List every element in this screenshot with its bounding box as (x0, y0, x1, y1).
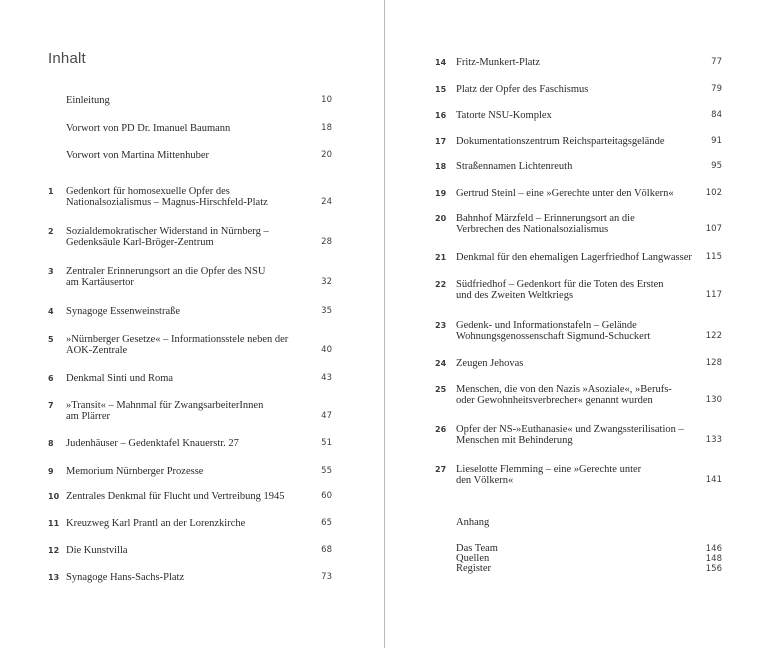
toc-page-number: 102 (705, 188, 722, 198)
toc-page-number: 130 (705, 395, 722, 405)
toc-page-number: 65 (321, 518, 332, 528)
toc-entry-title-line: Lieselotte Flemming – eine »Gerechte unter (456, 464, 642, 475)
toc-chapter-number: 10 (48, 492, 60, 501)
toc-page-number: 51 (321, 438, 332, 448)
toc-page-number: 133 (705, 435, 722, 445)
appendix-item-title: Register (456, 563, 491, 574)
toc-chapter-number: 15 (435, 85, 447, 94)
toc-entry-title-line: Tatorte NSU-Komplex (456, 110, 552, 121)
toc-page-number: 115 (705, 252, 722, 262)
toc-entry-title-line: AOK-Zentrale (66, 345, 128, 356)
toc-page-number: 91 (711, 136, 722, 146)
toc-entry-title: Vorwort von PD Dr. Imanuel Baumann (66, 123, 231, 134)
appendix-page-number: 156 (705, 564, 722, 574)
toc-entry-title-line: Fritz-Munkert-Platz (456, 57, 540, 68)
toc-chapter-number: 26 (435, 425, 447, 434)
toc-page-number: 43 (321, 373, 332, 383)
toc-page-number: 95 (711, 161, 722, 171)
toc-page-number: 60 (321, 491, 332, 501)
appendix-item-title: Quellen (456, 553, 490, 564)
toc-page-number: 77 (711, 57, 722, 67)
toc-entry-title-line: Gedenkort für homosexuelle Opfer des (66, 186, 230, 197)
toc-chapter-number: 13 (48, 573, 60, 582)
toc-entry-title-line: Straßennamen Lichtenreuth (456, 161, 573, 172)
toc-page-number: 18 (321, 123, 332, 133)
toc-chapter-number: 20 (435, 214, 447, 223)
toc-chapter-number: 19 (435, 189, 447, 198)
toc-page-number: 73 (321, 572, 332, 582)
toc-chapter-number: 8 (48, 439, 54, 448)
toc-chapter-number: 2 (48, 227, 54, 236)
toc-page-number: 141 (705, 475, 722, 485)
book-spine (384, 0, 385, 648)
toc-page-number: 128 (705, 358, 722, 368)
toc-entry-title-line: den Völkern« (456, 475, 514, 486)
toc-entry-title-line: Zentrales Denkmal für Flucht und Vertreibung 1945 (66, 491, 285, 502)
toc-entry-title: Einleitung (66, 95, 110, 106)
toc-entry-title-line: Bahnhof Märzfeld – Erinnerungsort an die (456, 213, 635, 224)
toc-chapter-number: 14 (435, 58, 447, 67)
toc-chapter-number: 27 (435, 465, 447, 474)
toc-entry-title-line: oder Gewohnheitsverbrecher« genannt wurden (456, 395, 653, 406)
toc-page-number: 79 (711, 84, 722, 94)
toc-entry-title-line: Verbrechen des Nationalsozialismus (456, 224, 609, 235)
toc-entry-title-line: Denkmal Sinti und Roma (66, 373, 174, 384)
toc-page-number: 47 (321, 411, 332, 421)
toc-chapter-number: 12 (48, 546, 60, 555)
toc-page-number: 32 (321, 277, 332, 287)
toc-page-number: 35 (321, 306, 332, 316)
appendix-page-number: 148 (705, 554, 722, 564)
toc-entry-title-line: Menschen, die von den Nazis »Asoziale«, »Berufs- (456, 384, 672, 395)
toc-entry-title-line: Südfriedhof – Gedenkort für die Toten des Ersten (456, 279, 664, 290)
toc-entry-title-line: Sozialdemokratischer Widerstand in Nürnberg – (66, 226, 269, 237)
toc-page-number: 24 (321, 197, 332, 207)
toc-entry-title-line: Nationalsozialismus – Magnus-Hirschfeld-Platz (66, 197, 268, 208)
toc-page-number: 10 (321, 95, 332, 105)
toc-entry-title-line: Die Kunstvilla (66, 545, 128, 556)
toc-entry-title-line: und des Zweiten Weltkriegs (456, 290, 574, 301)
toc-entry-title-line: Zentraler Erinnerungsort an die Opfer des NSU (66, 266, 266, 277)
toc-chapter-number: 21 (435, 253, 447, 262)
appendix-title: Anhang (456, 517, 490, 528)
toc-entry-title: Vorwort von Martina Mittenhuber (66, 150, 209, 161)
toc-entry-title-line: Gedenksäule Karl-Bröger-Zentrum (66, 237, 214, 248)
toc-page-number: 84 (711, 110, 722, 120)
toc-chapter-number: 6 (48, 374, 54, 383)
toc-chapter-number: 5 (48, 335, 54, 344)
toc-chapter-number: 25 (435, 385, 447, 394)
toc-page-number: 68 (321, 545, 332, 555)
toc-chapter-number: 3 (48, 267, 54, 276)
toc-entry-title-line: Opfer der NS-»Euthanasie« und Zwangssterilisation – (456, 424, 684, 435)
toc-entry-title-line: Synagoge Essenweinstraße (66, 306, 181, 317)
toc-entry-title-line: Judenhäuser – Gedenktafel Knauerstr. 27 (66, 438, 239, 449)
toc-entry-title-line: Gedenk- und Informationstafeln – Gelände (456, 320, 637, 331)
page-title: Inhalt (48, 50, 86, 67)
toc-chapter-number: 16 (435, 111, 447, 120)
toc-entry-title-line: »Nürnberger Gesetze« – Informationsstele neben der (66, 334, 289, 345)
toc-entry-title-line: Menschen mit Behinderung (456, 435, 573, 446)
toc-entry-title-line: Platz der Opfer des Faschismus (456, 84, 589, 95)
appendix-page-number: 146 (705, 544, 722, 554)
toc-page-number: 55 (321, 466, 332, 476)
toc-entry-title-line: Denkmal für den ehemaligen Lagerfriedhof Langwasser (456, 252, 692, 263)
toc-entry-title-line: Dokumentationszentrum Reichsparteitagsgelände (456, 136, 665, 147)
toc-entry-title-line: Wohnungsgenossenschaft Sigmund-Schuckert (456, 331, 651, 342)
toc-entry-title-line: »Transit« – Mahnmal für ZwangsarbeiterInnen (66, 400, 264, 411)
toc-chapter-number: 17 (435, 137, 447, 146)
toc-entry-title-line: Memorium Nürnberger Prozesse (66, 466, 204, 477)
toc-page-number: 40 (321, 345, 332, 355)
toc-entry-title-line: am Plärrer (66, 411, 111, 422)
toc-chapter-number: 24 (435, 359, 447, 368)
toc-entry-title-line: Synagoge Hans-Sachs-Platz (66, 572, 185, 583)
toc-page-number: 117 (705, 290, 722, 300)
toc-chapter-number: 7 (48, 401, 54, 410)
toc-chapter-number: 11 (48, 519, 60, 528)
toc-entry-title-line: am Kartäusertor (66, 277, 134, 288)
toc-chapter-number: 4 (48, 307, 54, 316)
toc-entry-title-line: Zeugen Jehovas (456, 358, 524, 369)
toc-page-number: 20 (321, 150, 332, 160)
toc-page-number: 122 (705, 331, 722, 341)
toc-entry-title-line: Gertrud Steinl – eine »Gerechte unter den Völkern« (456, 188, 674, 199)
toc-entry-title-line: Kreuzweg Karl Prantl an der Lorenzkirche (66, 518, 246, 529)
toc-chapter-number: 23 (435, 321, 447, 330)
toc-chapter-number: 9 (48, 467, 54, 476)
appendix-item-title: Das Team (456, 543, 498, 554)
toc-page-number: 28 (321, 237, 332, 247)
toc-page-number: 107 (705, 224, 722, 234)
toc-chapter-number: 18 (435, 162, 447, 171)
toc-chapter-number: 1 (48, 187, 54, 196)
toc-chapter-number: 22 (435, 280, 447, 289)
